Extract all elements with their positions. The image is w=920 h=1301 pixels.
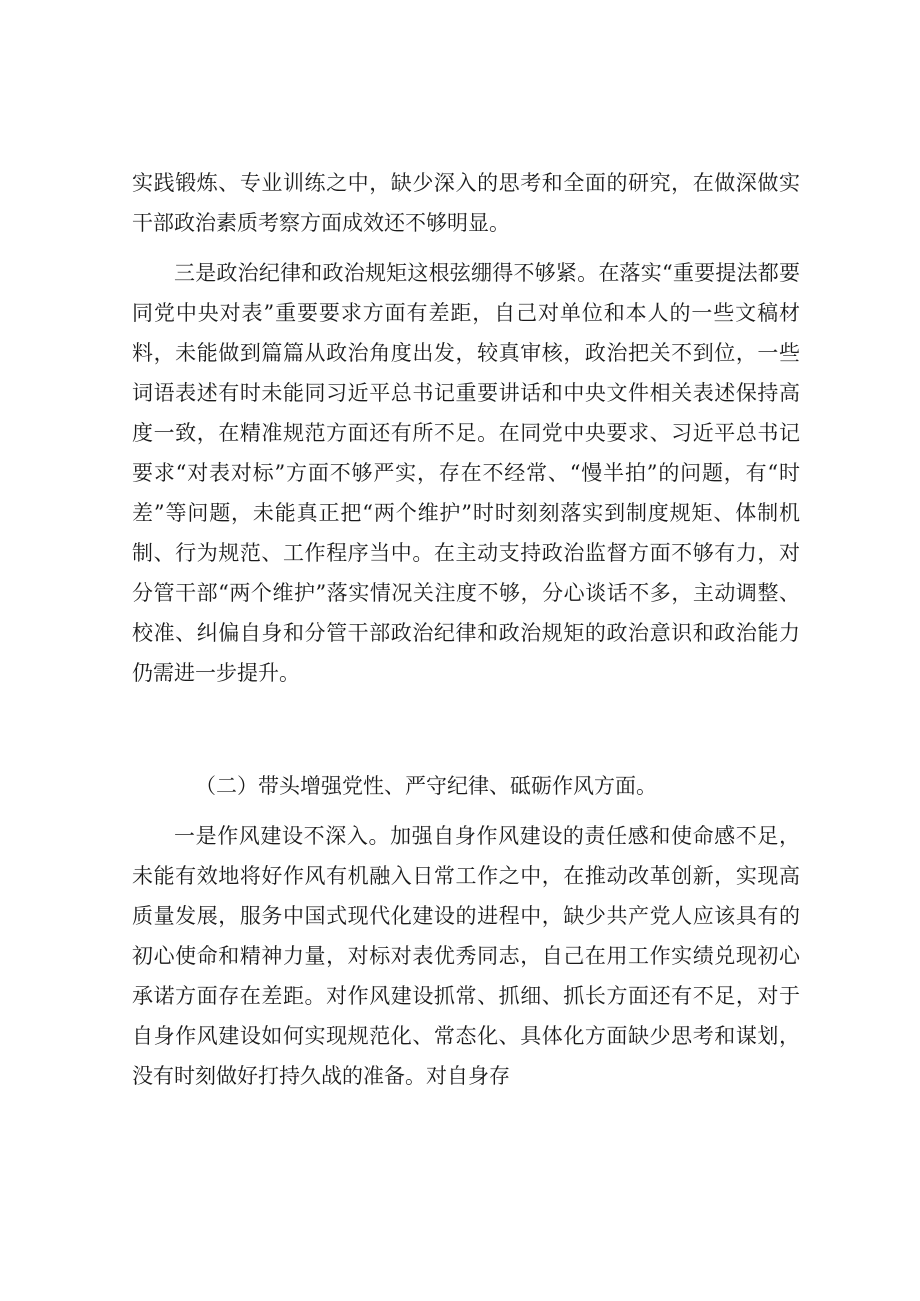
paragraph-political-discipline: 三是政治纪律和政治规矩这根弦绷得不够紧。在落实“重要提法都要同党中央对表”重要要求方面有差距，自己对单位和本人的一些文稿材料，未能做到篇篇从政治角度出发，较真审核，政治把关不到位，一些词语表述有时未能同习近平总书记重要讲话和中央文件相关表述保持高度一致，在精准规范方面还有所不足。在同党中央要求、习近平总书记要求“对表对标”方面不够严实，存在不经常、“慢半拍”的问题，有“时差”等问题，未能真正把“两个维护”时时刻刻落实到制度规矩、体制机制、行为规范、工作程序当中。在主动支持政治监督方面不够有力，对分管干部“两个维护”落实情况关注度不够，分心谈话不多，主动调整、校准、纠偏自身和分管干部政治纪律和政治规矩的政治意识和政治能力仍需进一步提升。 — [132, 261, 800, 685]
paragraph-continuation: 实践锻炼、专业训练之中，缺少深入的思考和全面的研究，在做深做实干部政治素质考察方面成效还不够明显。 — [132, 171, 800, 235]
paragraph-work-style: 一是作风建设不深入。加强自身作风建设的责任感和使命感不足，未能有效地将好作风有机融入日常工作之中，在推动改革创新，实现高质量发展，服务中国式现代化建设的进程中，缺少共产党人应该具有的初心使命和精神力量，对标对表优秀同志，自己在用工作实绩兑现初心承诺方面存在差距。对作风建设抓常、抓细、抓长方面还有不足，对于自身作风建设如何实现规范化、常态化、具体化方面缺少思考和谋划，没有时刻做好打持久战的准备。对自身存 — [132, 824, 800, 1088]
section-heading: （二）带头增强党性、严守纪律、砥砺作风方面。 — [195, 774, 657, 798]
